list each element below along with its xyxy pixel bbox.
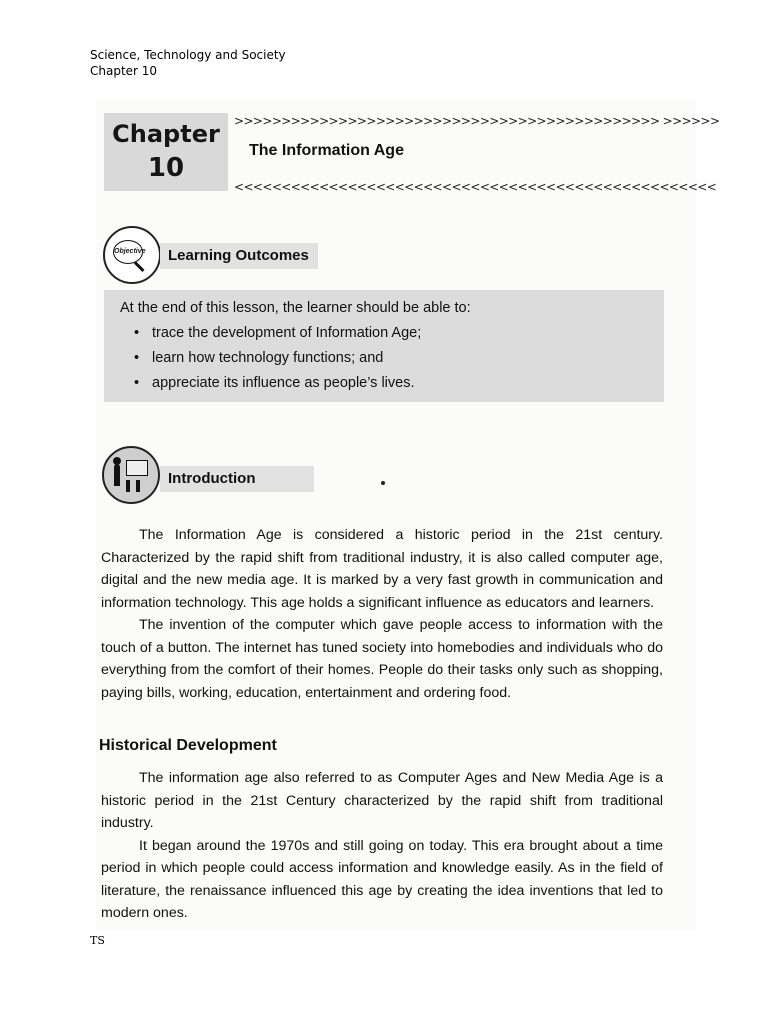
- objectives-list: [104, 321, 664, 396]
- introduction-body: [101, 524, 663, 704]
- objective-magnifier-icon: [103, 226, 161, 284]
- list-item: • trace the development of Information Age;: [152, 321, 664, 346]
- historical-development-heading: Historical Development: [99, 737, 277, 754]
- learning-outcomes-heading: Learning Outcomes: [160, 243, 318, 269]
- introduction-paragraph-1: The Information Age is considered a historic period in the 21st century. Characterized by the rapid shift from traditional industry, it is also called computer age, digital and the new media age. It is marked by a very fast growth in communication and information technology. This age holds a significant influence as educators and learners.: [101, 527, 663, 611]
- objectives-lead: At the end of this lesson, the learner should be able to:: [120, 300, 471, 316]
- objective-icon-label: Objective: [113, 240, 143, 264]
- historical-development-body: [101, 767, 663, 925]
- chapter-label: Chapter 10: [90, 64, 158, 78]
- list-item: • learn how technology functions; and: [152, 346, 664, 371]
- course-title: Science, Technology and Society: [90, 48, 286, 62]
- page-header: [90, 47, 286, 79]
- chapter-word: Chapter: [112, 120, 220, 148]
- scan-speck: [381, 481, 385, 485]
- footer-initials: TS: [90, 934, 105, 947]
- objectives-panel: [104, 290, 664, 402]
- chapter-box: [104, 113, 228, 191]
- chapter-title: The Information Age: [249, 142, 404, 159]
- introduction-paragraph-2: The invention of the computer which gave people access to information with the touch of a button. The internet has tuned society into homebodies and individuals who do everything from the comfort of their homes. People do their tasks only such as shopping, paying bills, working, education, entertainment and ordering food.: [101, 617, 663, 701]
- introduction-heading: Introduction: [160, 466, 314, 492]
- historical-paragraph-2: It began around the 1970s and still going on today. This era brought about a time period in which people could access information and knowledge easily. As in the field of literature, the renaissance influenced this age by creating the idea inventions that led to modern ones.: [101, 837, 663, 921]
- chapter-number: 10: [147, 153, 185, 183]
- arrow-rule-top: >>>>>>>>>>>>>>>>>>>>>>>>>>>>>>>>>>>>>>>>>>>>> >>>>>>: [234, 114, 720, 128]
- list-item: • appreciate its influence as people’s lives.: [152, 371, 664, 396]
- classroom-teacher-icon: [102, 446, 160, 504]
- historical-paragraph-1: The information age also referred to as Computer Ages and New Media Age is a historic period in the 21st Century characterized by the rapid shift from traditional industry.: [101, 770, 663, 831]
- arrow-rule-bottom: <<<<<<<<<<<<<<<<<<<<<<<<<<<<<<<<<<<<<<<<<<<<<<<<<<<: [234, 180, 717, 194]
